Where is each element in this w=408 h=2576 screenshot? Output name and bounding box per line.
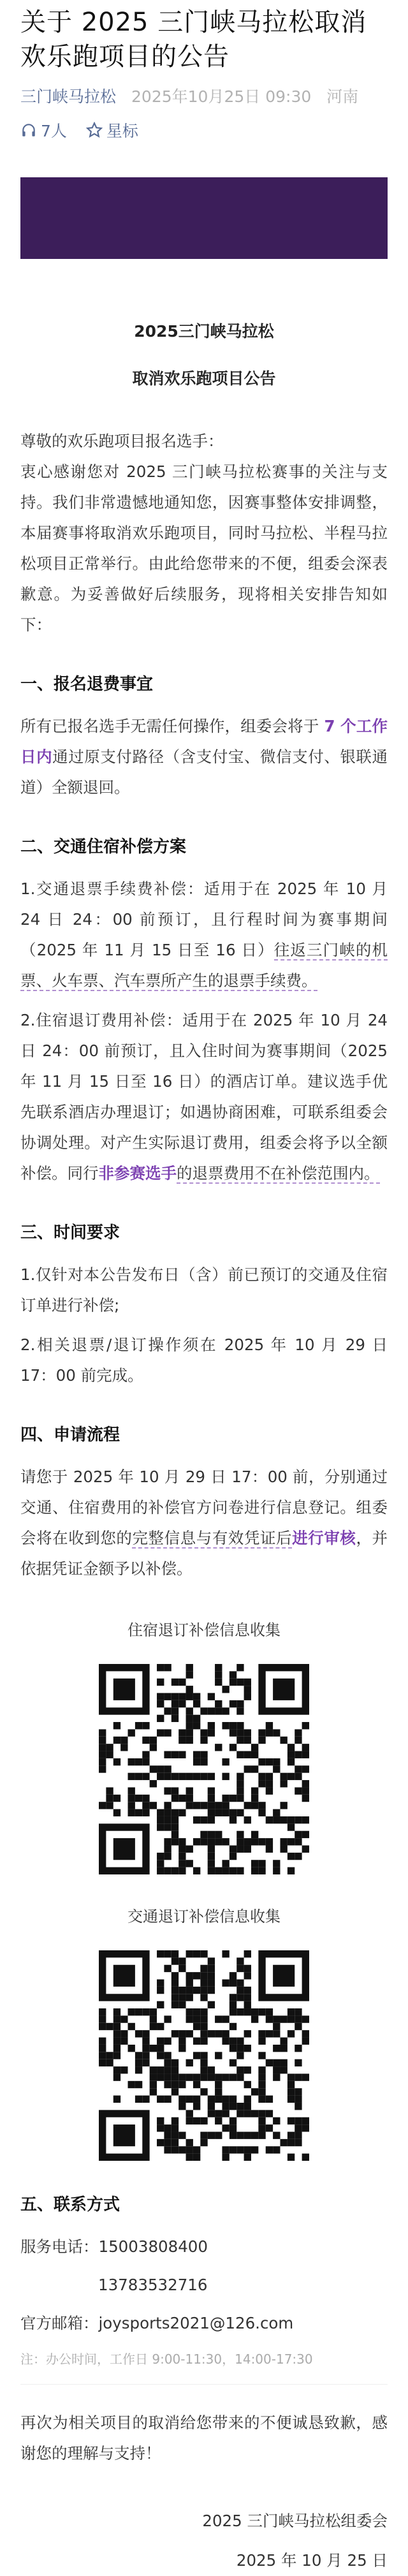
phone-number-2[interactable]: 13783532716 [98,2276,208,2294]
article-stats [20,119,388,142]
phone-line-1 [20,2232,388,2262]
greeting: 尊敬的欢乐跑项目报名选手： [20,432,224,450]
listen-count[interactable] [20,119,67,142]
office-hours-note: 注：办公时间，工作日 9:00-11:30，14:00-17:30 [20,2352,313,2367]
refund-text-c: 通过原支付路径（含支付宝、微信支付、银联通道）全额退回。 [20,747,388,797]
refund-text-a: 所有已报名选手无需任何操作，组委会将于 [20,717,324,735]
email-address[interactable]: joysports2021@126.com [98,2314,294,2332]
section-process-title: 四、申请流程 [20,1425,120,1445]
comp1-underlined: 往返三门峡的机票、火车票、汽车票所产生的退票手续费。 [20,941,388,990]
article-meta [20,84,388,107]
listen-count-label: 7人 [41,122,67,140]
process-text [20,1462,388,1584]
section-time-title: 三、时间要求 [20,1223,120,1242]
email-line [20,2308,388,2339]
star-button[interactable] [86,119,138,142]
article-title: 关于 2025 三门峡马拉松取消欢乐跑项目的公告 [20,8,367,71]
section-refund-text [20,711,388,803]
compensation-item-2 [20,1005,388,1189]
process-underlined: 完整信息与有效凭证后 [132,1529,293,1547]
comp2-highlight: 非参赛选手 [98,1164,177,1182]
qr-transport-block [20,1904,388,2161]
time-item-2: 2.相关退票/退订操作须在 2025 年 10 月 29 日 17：00 前完成。 [20,1336,388,1385]
publish-location: 河南 [326,87,359,106]
qr-hotel-block [20,1617,388,1874]
comp2-text-a: 2.住宿退订费用补偿：适用于在 2025 年 10 月 24 日 24：00 前预订，且入住时间为赛事期间（2025 年 11 月 15 日至 16 日）的酒店订单。建议选手优先联系酒店办理退订；如遇协商困难，可联系组委会协调处理。对产生实际退订费用，组委会将予以全额补偿。同行 [20,1011,388,1182]
email-label: 官方邮箱： [20,2314,99,2332]
headphones-icon [20,122,37,138]
qr-code-hotel[interactable] [99,1664,309,1874]
publish-datetime: 2025年10月25日 09:30 [131,87,312,106]
article-page [0,5,408,2570]
phone-line-2 [20,2270,388,2300]
qr-transport-title: 交通退订补偿信息收集 [127,1908,280,1925]
qr-hotel-title: 住宿退订补偿信息收集 [127,1621,280,1639]
comp2-underlined: 的退票费用不在补偿范围内。 [177,1164,380,1182]
star-label: 星标 [106,122,138,140]
section-compensation-title: 二、交通住宿补偿方案 [20,837,187,857]
section-contact-title: 五、联系方式 [20,2195,120,2214]
sign-date: 2025 年 10 月 25 日 [236,2551,388,2570]
notice-subheadline: 取消欢乐跑项目公告 [132,369,276,388]
account-name-link[interactable]: 三门峡马拉松 [20,87,117,106]
phone-label: 服务电话： [20,2237,99,2256]
intro-paragraph: 衷心感谢您对 2025 三门峡马拉松赛事的关注与支持。我们非常遗憾地通知您，因赛事整体安排调整，本届赛事将取消欢乐跑项目，同时马拉松、半程马拉松项目正常举行。由此给您带来的不便，组委会深表歉意。为妥善做好后续服务，现将相关安排告知如下： [20,462,388,634]
qr-code-transport[interactable] [99,1950,309,2161]
process-highlight: 进行审核 [292,1529,356,1547]
process-text-a: 请您于 2025 年 10 月 29 日 17：00 前，分别通过交通、住宿费用的补偿官方问卷进行信息登记。组委会将在收到您的 [20,1468,388,1547]
comp1-text-a: 1.交通退票手续费补偿：适用于在 2025 年 10 月 24 日 24：00 前预订，且行程时间为赛事期间（2025 年 11 月 15 日至 16 日） [20,880,388,959]
compensation-item-1 [20,874,388,996]
section-refund-title: 一、报名退费事宜 [20,675,154,694]
process-text-d: ，并依据凭证金额予以补偿。 [20,1529,388,1578]
time-item-1: 1.仅针对本公告发布日（含）前已预订的交通及住宿订单进行补偿; [20,1265,388,1314]
divider [20,2384,388,2385]
signature: 2025 三门峡马拉松组委会 [202,2512,388,2530]
phone-number-1[interactable]: 15003808400 [98,2237,208,2256]
header-banner [20,177,388,259]
star-icon [86,122,103,138]
refund-deadline-highlight: 7 个工作日内 [20,717,388,766]
notice-headline: 2025三门峡马拉松 [134,322,274,341]
closing-paragraph: 再次为相关项目的取消给您带来的不便诚恳致歉，感谢您的理解与支持！ [20,2413,388,2462]
